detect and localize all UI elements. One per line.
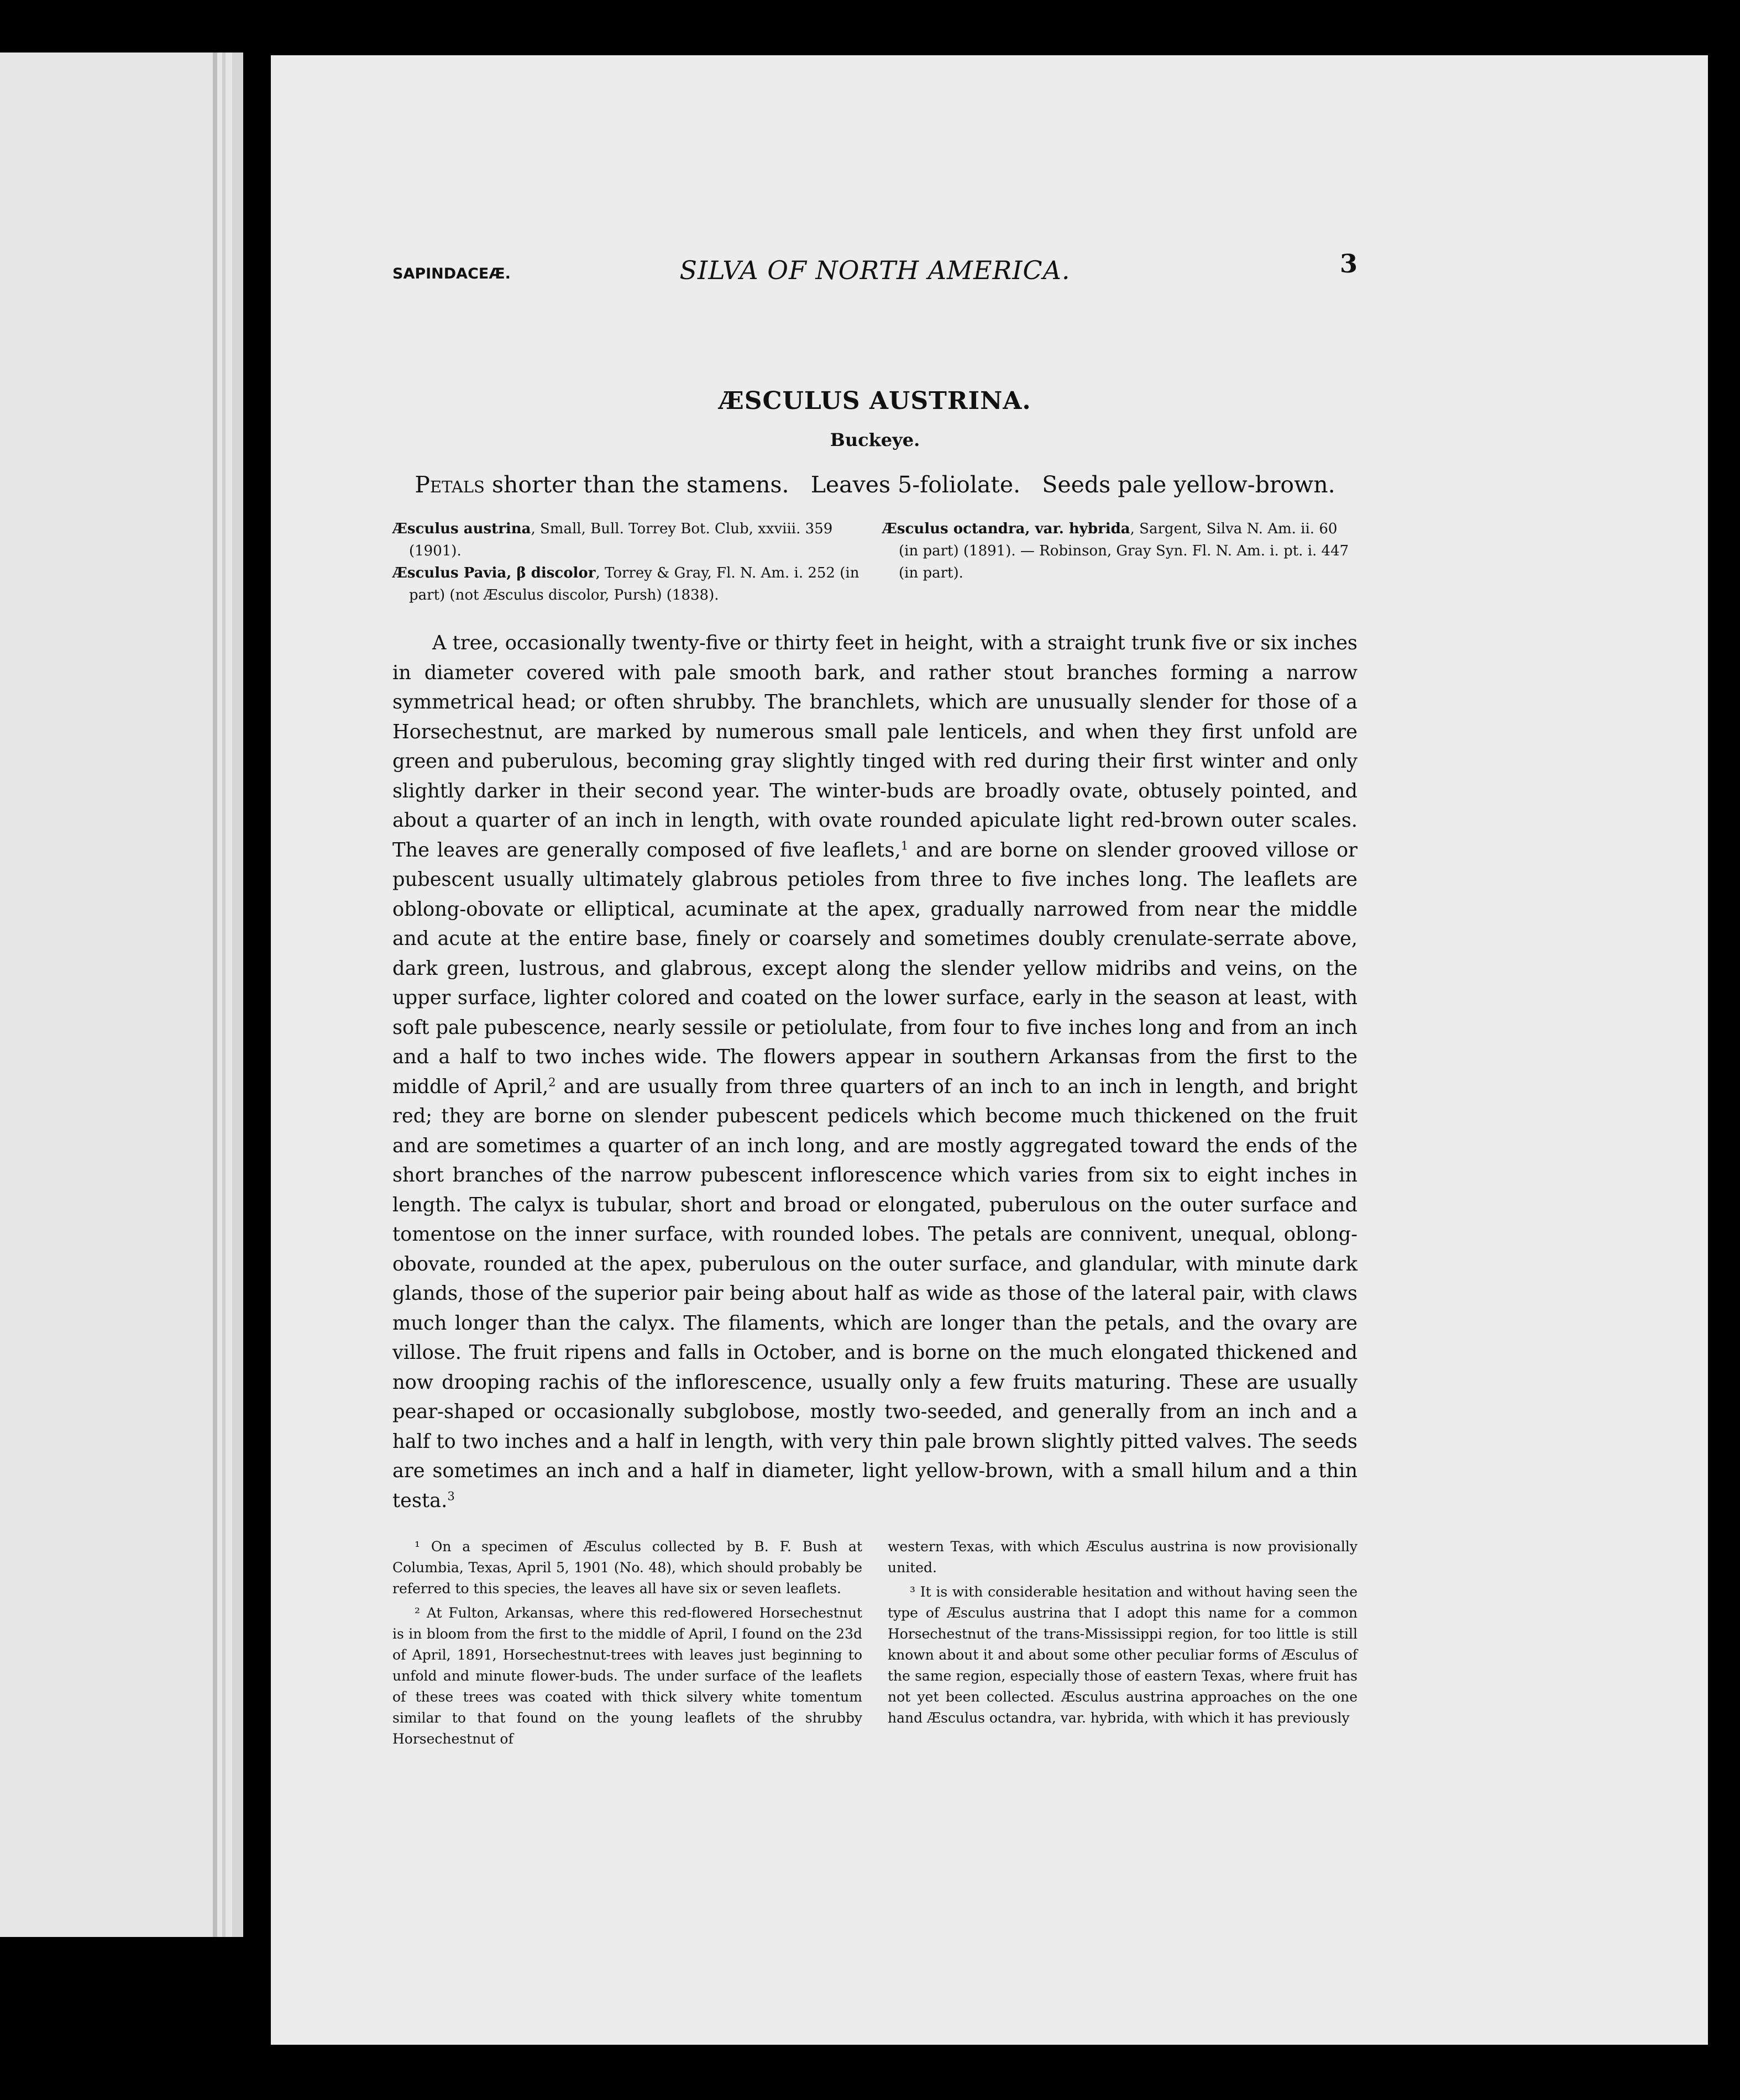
page-content: [392, 249, 1358, 1753]
diagnosis-text: shorter than the stamens. Leaves 5-foliolate. Seeds pale yellow-brown.: [484, 471, 1335, 498]
section-name: SAPINDACEÆ.: [392, 265, 511, 282]
species-title: ÆSCULUS AUSTRINA.: [719, 387, 1031, 415]
page-number: 3: [1339, 249, 1358, 279]
synonym-reference: , Small, Bull. Torrey Bot. Club, xxviii. 359 (1901).: [409, 521, 833, 559]
synonym-entry: [392, 562, 868, 606]
description-text: A tree, occasionally twenty-five or thirty feet in height, with a straight trunk five or six inches in diameter covered with pale smooth bark, and rather stout branches forming a narrow symmetrical head; or often shrubby. The branchlets, which are unusually slender for those of a Horsechestnut, are marked by numerous small pale lenticels, and when they first unfold are green and puberulous, becoming gray slightly tinged with red during their first winter and only slightly darker in their second year. The winter-buds are broadly ovate, obtusely pointed, and about a quarter of an inch in length, with ovate rounded apiculate light red-brown outer scales. The leaves are generally composed of five leaflets,: [392, 632, 1358, 862]
footnotes-left-column: [392, 1536, 862, 1753]
synonym-reference: , Torrey & Gray, Fl. N. Am. i. 252 (in part) (not Æsculus discolor, Pursh) (1838).: [409, 565, 859, 603]
footnote-ref-1: 1: [900, 838, 909, 852]
synonym-name: Æsculus octandra, var. hybrida: [882, 521, 1130, 537]
footnote-3: ³ It is with considerable hesitation and without having seen the type of Æsculus austrina that I adopt this name for a common Horsechestnut of the trans-Mississippi region, for too little is still known about it and about some other peculiar forms of Æsculus of the same region, especially those of eastern Texas, where fruit has not yet been collected. Æsculus austrina approaches on the one hand Æsculus octandra, var. hybrida, with which it has previously: [888, 1584, 1358, 1726]
footnote-2-continued: western Texas, with which Æsculus austrina is now provisionally united.: [888, 1539, 1358, 1576]
diagnosis: [392, 471, 1358, 498]
footnote-1: ¹ On a specimen of Æsculus collected by B. F. Bush at Columbia, Texas, April 5, 1901 (No. 48), which should probably be referred to this species, the leaves all have six or seven leaflets.: [392, 1539, 862, 1597]
synonymy-right-column: [882, 518, 1358, 606]
footnote-ref-2: 2: [548, 1074, 556, 1089]
synonym-reference: , Sargent, Silva N. Am. ii. 60 (in part) (1891). — Robinson, Gray Syn. Fl. N. Am. i. pt. i. 447 (in part).: [899, 521, 1349, 581]
common-name: Buckeye.: [830, 429, 920, 450]
page-edge: [222, 53, 226, 1937]
footnote-ref-3: 3: [447, 1488, 455, 1503]
book-title: SILVA OF NORTH AMERICA.: [679, 255, 1071, 285]
synonymy-left-column: [392, 518, 868, 606]
page-edge: [232, 53, 243, 1937]
diagnosis-lead: Petals: [415, 471, 485, 498]
footnotes: [392, 1536, 1358, 1753]
synonym-name: Æsculus austrina: [392, 521, 531, 537]
running-head: [392, 249, 1358, 285]
description-text: and are usually from three quarters of an inch to an inch in length, and bright red; they are borne on slender pubescent pedicels which become much thickened on the fruit and are sometimes a quarter of an inch long, and are mostly aggregated toward the ends of the short branches of the narrow pubescent inflorescence which varies from six to eight inches in length. The calyx is tubular, short and broad or elongated, puberulous on the outer surface and tomentose on the inner surface, with rounded lobes. The petals are connivent, unequal, oblong-obovate, rounded at the apex, puberulous on the outer surface, and glandular, with minute dark glands, those of the superior pair being about half as wide as those of the lateral pair, with claws much longer than the calyx. The filaments, which are longer than the petals, and the ovary are villose. The fruit ripens and falls in October, and is borne on the much elongated thickened and now drooping rachis of the inflorescence, usually only a few fruits maturing. These are usually pear-shaped or occasionally subglobose, mostly two-seeded, and generally from an inch and a half to two inches and a half in length, with very thin pale brown slightly pitted valves. The seeds are sometimes an inch and a half in diameter, light yellow-brown, with a small hilum and a thin testa.: [392, 1075, 1358, 1512]
synonym-entry: [882, 518, 1358, 584]
synonym-entry: [392, 518, 868, 562]
footnotes-right-column: [888, 1536, 1358, 1753]
footnote-2: ² At Fulton, Arkansas, where this red-flowered Horsechestnut is in bloom from the first to the middle of April, I found on the 23d of April, 1891, Horsechestnut-trees with leaves just beginning to unfold and minute flower-buds. The under surface of the leaflets of these trees was coated with thick silvery white tomentum similar to that found on the young leaflets of the shrubby Horsechestnut of: [392, 1605, 862, 1747]
synonymy: [392, 518, 1358, 606]
description-paragraph: [392, 628, 1358, 1515]
description-text: and are borne on slender grooved villose or pubescent usually ultimately glabrous petioles from three to five inches long. The leaflets are oblong-obovate or elliptical, acuminate at the apex, gradually narrowed from near the middle and acute at the entire base, finely or coarsely and sometimes doubly crenulate-serrate above, dark green, lustrous, and glabrous, except along the slender yellow midribs and veins, on the upper surface, lighter colored and coated on the lower surface, early in the season at least, with soft pale pubescence, nearly sessile or petiolulate, from four to five inches long and from an inch and a half to two inches wide. The flowers appear in southern Arkansas from the first to the middle of April,: [392, 838, 1358, 1098]
page-edge: [213, 53, 217, 1937]
synonym-name: Æsculus Pavia, β discolor: [392, 565, 596, 581]
left-page: [0, 53, 243, 1937]
